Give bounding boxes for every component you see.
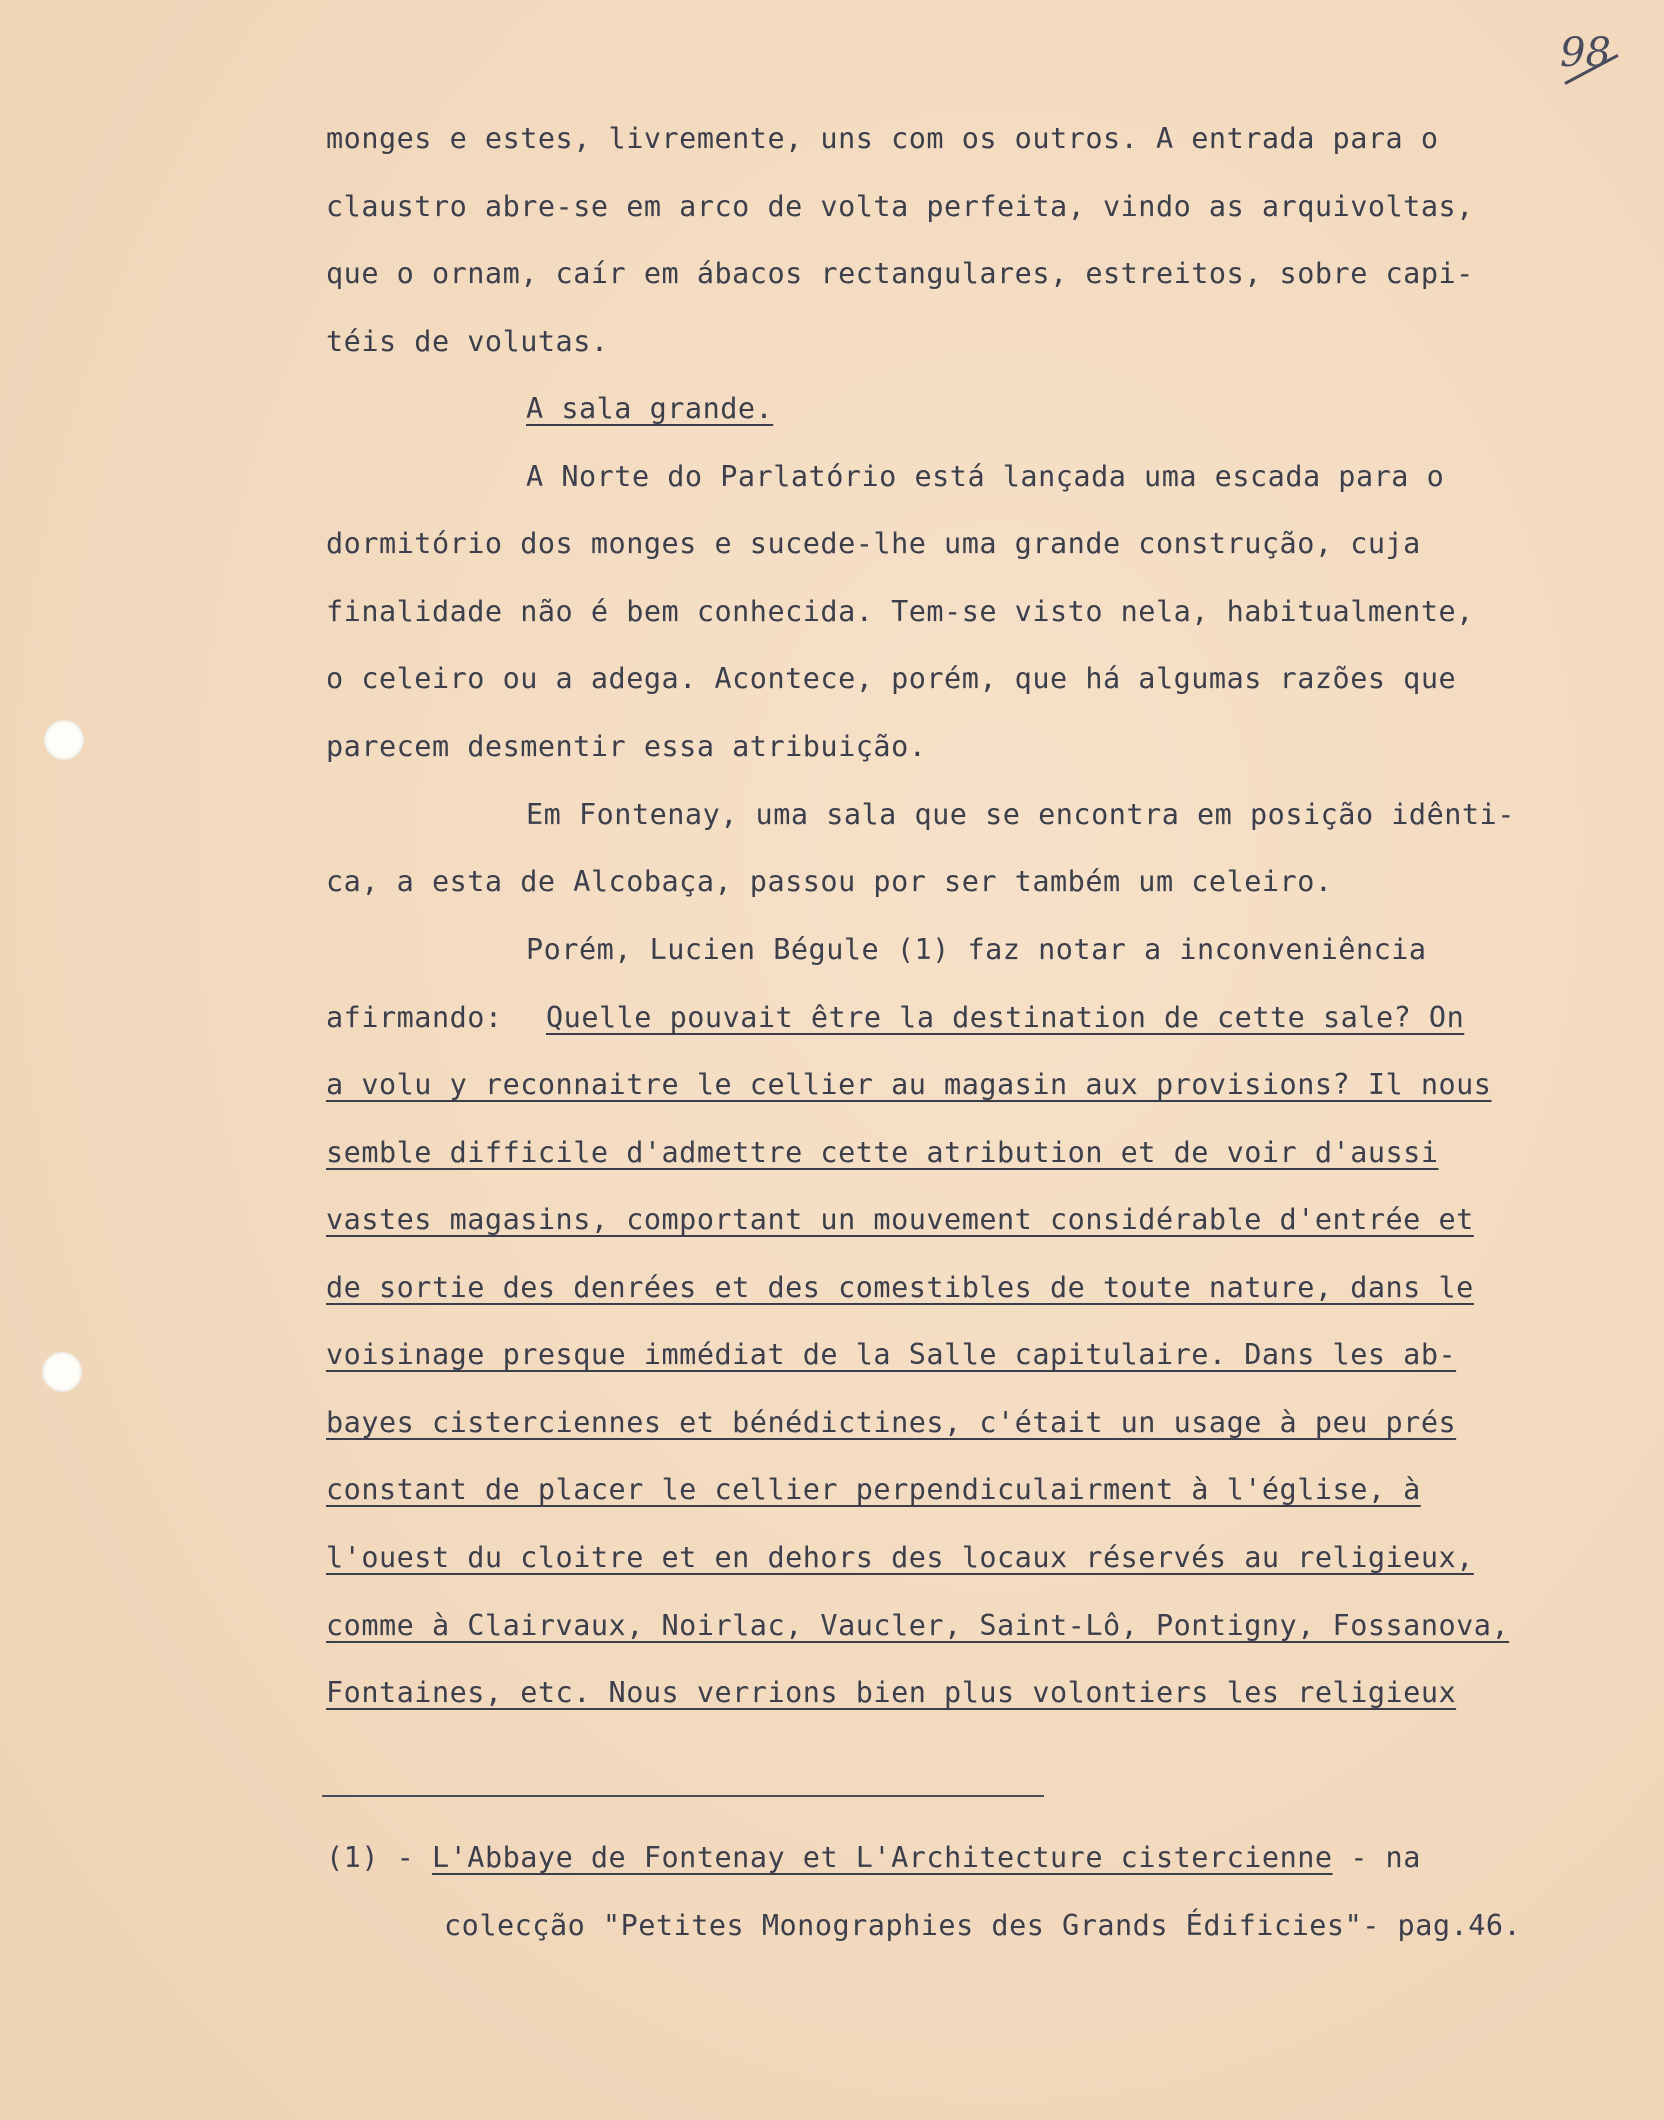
body-line: téis de volutas. — [326, 325, 609, 358]
quotation-line: Fontaines, etc. Nous verrions bien plus volontiers les religieux — [326, 1676, 1457, 1709]
section-heading: A sala grande. — [526, 392, 774, 425]
body-line: dormitório dos monges e sucede-lhe uma grande construção, cuja — [326, 527, 1421, 560]
body-line: ca, a esta de Alcobaça, passou por ser também um celeiro. — [326, 865, 1333, 898]
quotation-line: constant de placer le cellier perpendiculairment à l'église, à — [326, 1473, 1421, 1506]
quotation-line: voisinage presque immédiat de la Salle capitulaire. Dans les ab- — [326, 1338, 1457, 1371]
body-line: monges e estes, livremente, uns com os outros. A entrada para o — [326, 122, 1439, 155]
footnote-separator — [322, 1795, 1044, 1797]
body-line: que o ornam, caír em ábacos rectangulares, estreitos, sobre capi- — [326, 257, 1474, 290]
footnote-line: colecção "Petites Monographies des Grands Édificies"- pag.46. — [444, 1909, 1522, 1942]
quotation-line: de sortie des denrées et des comestibles de toute nature, dans le — [326, 1271, 1474, 1304]
punch-hole — [44, 720, 84, 760]
page-number: 98 — [1560, 30, 1611, 76]
quotation-line: bayes cisterciennes et bénédictines, c'était un usage à peu prés — [326, 1406, 1457, 1439]
quotation-line: comme à Clairvaux, Noirlac, Vaucler, Saint-Lô, Pontigny, Fossanova, — [326, 1609, 1510, 1642]
quotation-line: l'ouest du cloitre et en dehors des locaux réservés au religieux, — [326, 1541, 1474, 1574]
body-line: o celeiro ou a adega. Acontece, porém, que há algumas razões que — [326, 662, 1457, 695]
body-line: Porém, Lucien Bégule (1) faz notar a inconveniência — [526, 933, 1427, 966]
body-line: Em Fontenay, uma sala que se encontra em posição idênti- — [526, 798, 1515, 831]
footnote-continuation: - na — [1332, 1841, 1421, 1874]
quotation-line: semble difficile d'admettre cette atribution et de voir d'aussi — [326, 1136, 1439, 1169]
body-line: claustro abre-se em arco de volta perfeita, vindo as arquivoltas, — [326, 190, 1474, 223]
body-line: parecem desmentir essa atribuição. — [326, 730, 927, 763]
footnote-title: L'Abbaye de Fontenay et L'Architecture cistercienne — [431, 1841, 1333, 1874]
quotation-line: a volu y reconnaitre le cellier au magasin aux provisions? Il nous — [326, 1068, 1492, 1101]
footnote-marker: (1) - — [326, 1841, 415, 1874]
quotation-line: vastes magasins, comportant un mouvement considérable d'entrée et — [326, 1203, 1474, 1236]
quotation-line: Quelle pouvait être la destination de cette sale? On — [546, 1001, 1465, 1034]
body-line: afirmando: — [326, 1001, 503, 1034]
body-line: A Norte do Parlatório está lançada uma escada para o — [526, 460, 1445, 493]
footnote-line — [326, 1838, 1421, 1878]
body-line: finalidade não é bem conhecida. Tem-se visto nela, habitualmente, — [326, 595, 1474, 628]
punch-hole — [42, 1352, 82, 1392]
